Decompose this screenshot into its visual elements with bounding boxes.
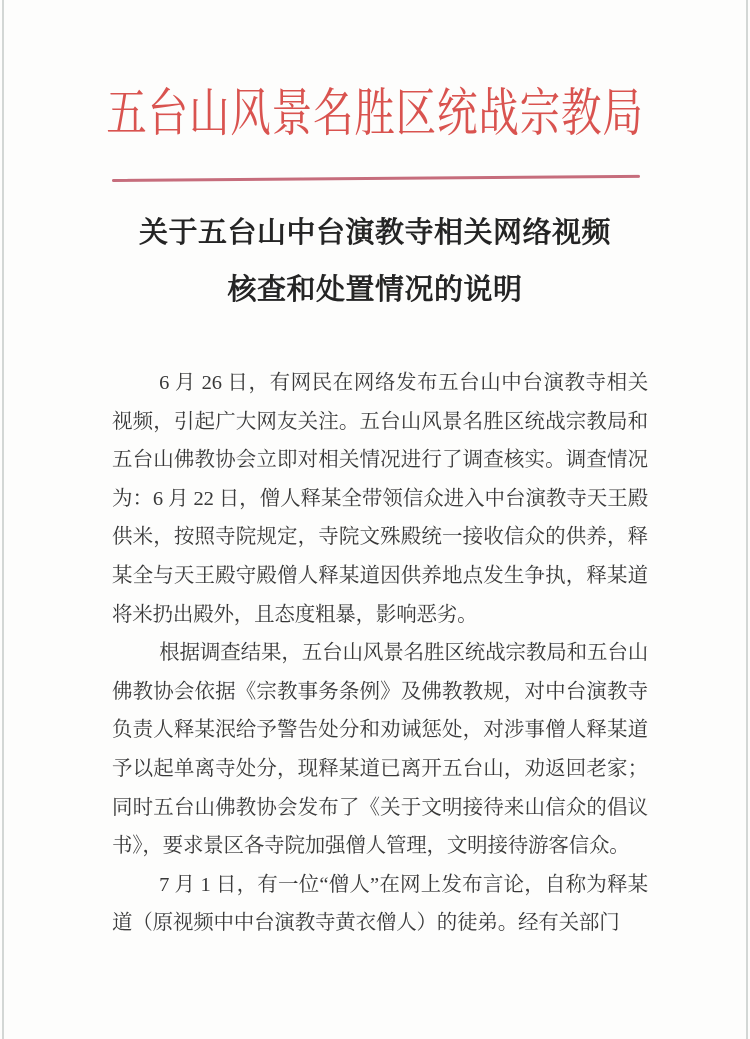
title-line-2: 核查和处置情况的说明 — [227, 274, 523, 306]
document-body — [112, 364, 648, 943]
paragraph-2: 根据调查结果，五台山风景名胜区统战宗教局和五台山佛教协会依据《宗教事务条例》及佛教教规，对中台演教寺负责人释某泯给予警告处分和劝诫惩处，对涉事僧人释某道予以起单离寺处分，现释某道已离开五台山，劝返回老家；同时五台山佛教协会发布了《关于文明接待来山信众的倡议书》，要求景区各寺院加强僧人管理，文明接待游客信众。 — [112, 642, 648, 858]
document-title — [0, 205, 750, 319]
scan-edge-right — [746, 0, 748, 1039]
paragraph-3: 7 月 1 日，有一位“僧人”在网上发布言论，自称为释某道（原视频中中台演教寺黄衣僧人）的徒弟。经有关部门 — [112, 873, 648, 935]
letterhead: 五台山风景名胜区统战宗教局 — [106, 86, 644, 143]
scan-edge-left — [2, 0, 4, 1039]
title-line-1: 关于五台山中台演教寺相关网络视频 — [138, 217, 611, 249]
paragraph-1: 6 月 26 日，有网民在网络发布五台山中台演教寺相关视频，引起广大网友关注。五台山风景名胜区统战宗教局和五台山佛教协会立即对相关情况进行了调查核实。调查情况为：6 月 22 日，僧人释某全带领信众进入中台演教寺天王殿供米，按照寺院规定，寺院文殊殿统一接收信众的供养，释某全与天王殿守殿僧人释某道因供养地点发生争执，释某道将米扔出殿外，且态度粗暴，影响恶劣。 — [112, 372, 648, 626]
letterhead-rule — [112, 175, 640, 182]
